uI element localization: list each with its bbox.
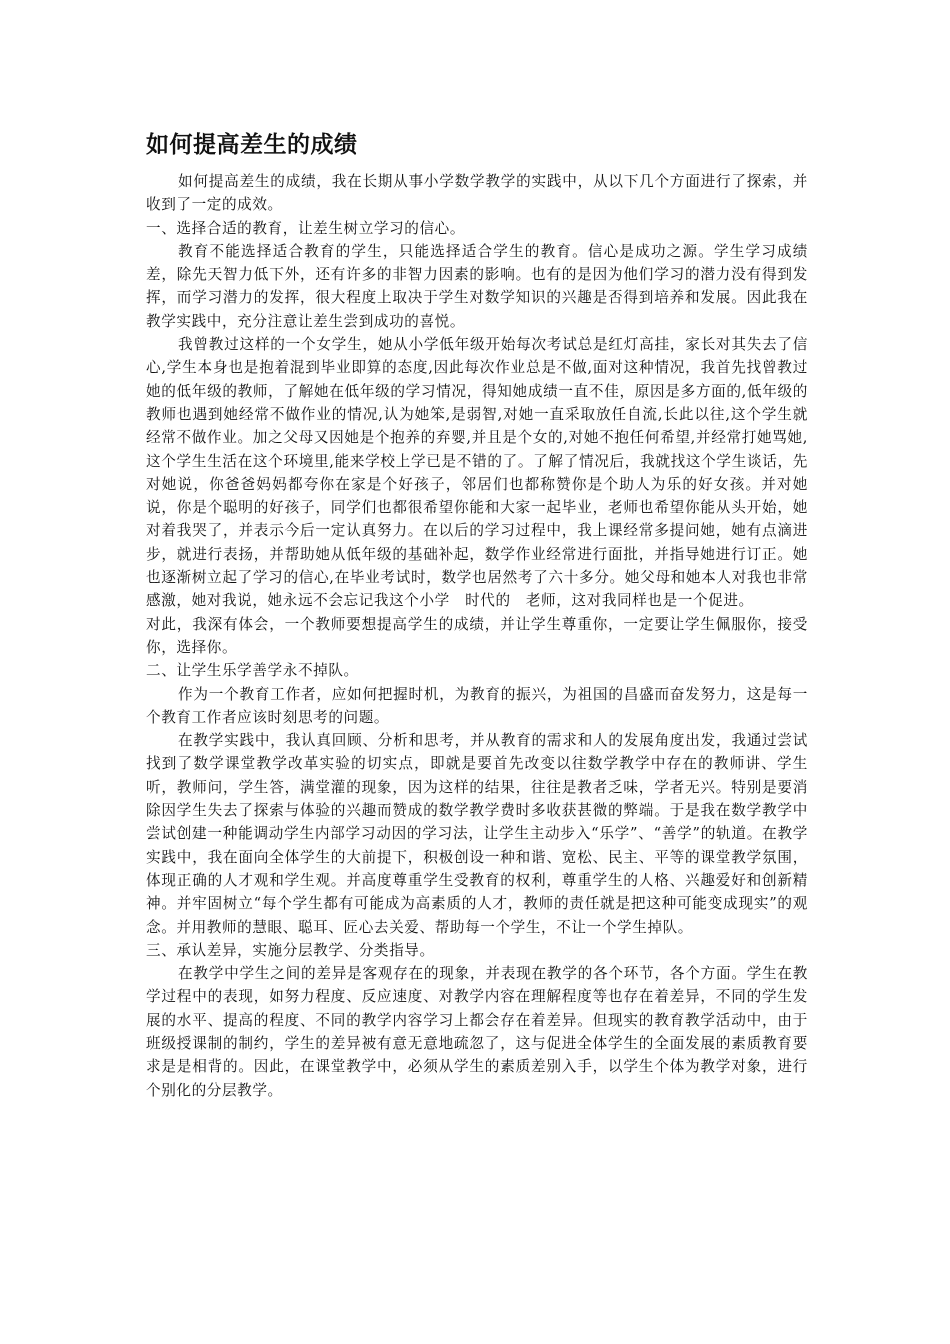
paragraph-section-1-a: 教育不能选择适合教育的学生，只能选择适合学生的教育。信心是成功之源。学生学习成绩差，除先天智力低下外，还有许多的非智力因素的影响。也有的是因为他们学习的潜力没有得到发挥，而学习潜力的发挥，很大程度上取决于学生对数学知识的兴趣是否得到培养和发展。因此我在教学实践中，充分注意让差生尝到成功的喜悦。 [146, 242, 808, 330]
section-heading-1: 一、选择合适的教育，让差生树立学习的信心。 [146, 219, 466, 237]
paragraph-section-3-a: 在教学中学生之间的差异是客观存在的现象，并表现在教学的各个环节，各个方面。学生在教学过程中的表现，如努力程度、反应速度、对教学内容在理解程度等也存在着差异，不同的学生发展的水平、提高的程度、不同的教学内容学习上都会存在着差异。但现实的教育教学活动中，由于班级授课制的制约，学生的差异被有意无意地疏忽了，这与促进全体学生的全面发展的素质教育要求是是相背的。因此，在课堂教学中，必须从学生的素质差别入手，以学生个体为教学对象，进行个别化的分层教学。 [146, 965, 808, 1099]
section-heading-2: 二、让学生乐学善学永不掉队。 [146, 662, 359, 680]
paragraph-section-2-a: 作为一个教育工作者，应如何把握时机，为教育的振兴，为祖国的昌盛而奋发努力，这是每一个教育工作者应该时刻思考的问题。 [146, 685, 808, 726]
paragraph-reflection: 对此，我深有体会，一个教师要想提高学生的成绩，并让学生尊重你，一定要让学生佩服你，接受你，选择你。 [146, 615, 808, 656]
paragraph-section-1-b: 我曾教过这样的一个女学生，她从小学低年级开始每次考试总是红灯高挂，家长对其失去了信心,学生本身也是抱着混到毕业即算的态度,因此每次作业总是不做,面对这种情况，我首先找曾教过她的低年级的教师，了解她在低年级的学习情况，得知她成绩一直不佳，原因是多方面的,低年级的教师也遇到她经常不做作业的情况,认为她笨,是弱智,对她一直采取放任自流,长此以往,这个学生就经常不做作业。加之父母又因她是个抱养的弃婴,并且是个女的,对她不抱任何希望,并经常打她骂她,这个学生生活在这个环境里,能来学校上学已是不错的了。了解了情况后，我就找这个学生谈话，先对她说，你爸爸妈妈都夸你在家是个好孩子，邻居们也都称赞你是个助人为乐的好女孩。并对她说，你是个聪明的好孩子，同学们也都很希望你能和大家一起毕业，老师也希望你能从头开始，她对着我哭了，并表示今后一定认真努力。在以后的学习过程中，我上课经常多提问她，她有点滴进步，就进行表扬，并帮助她从低年级的基础补起，数学作业经常进行面批，并指导她进行订正。她也逐渐树立起了学习的信心,在毕业考试时，数学也居然考了六十多分。她父母和她本人对我也非常感激，她对我说，她永远不会忘记我这个小学 时代的 老师，这对我同样也是一个促进。 [146, 336, 808, 610]
paragraph-intro: 如何提高差生的成绩，我在长期从事小学数学教学的实践中，从以下几个方面进行了探索，并收到了一定的成效。 [146, 173, 808, 214]
paragraph-section-2-b: 在教学实践中，我认真回顾、分析和思考，并从教育的需求和人的发展角度出发，我通过尝试找到了数学课堂教学改革实验的切实点，即就是要首先改变以往数学教学中存在的教师讲、学生听，教师问，学生答，满堂灌的现象，因为这样的结果，往往是教者乏味，学者无兴。特别是要消除因学生失去了探索与体验的兴趣而赞成的数学教学费时多收获甚微的弊端。于是我在数学教学中尝试创建一种能调动学生内部学习动因的学习法，让学生主动步入“乐学”、“善学”的轨道。在教学实践中，我在面向全体学生的大前提下，积极创设一种和谐、宽松、民主、平等的课堂教学氛围，体现正确的人才观和学生观。并高度尊重学生受教育的权利，尊重学生的人格、兴趣爱好和创新精神。并牢固树立“每个学生都有可能成为高素质的人才，教师的责任就是把这种可能变成现实”的观念。并用教师的慧眼、聪耳、匠心去关爱、帮助每一个学生，不让一个学生掉队。 [146, 732, 808, 936]
document-title: 如何提高差生的成绩 [146, 132, 358, 158]
section-heading-3: 三、承认差异，实施分层教学、分类指导。 [146, 941, 435, 959]
document-page [146, 128, 808, 1102]
